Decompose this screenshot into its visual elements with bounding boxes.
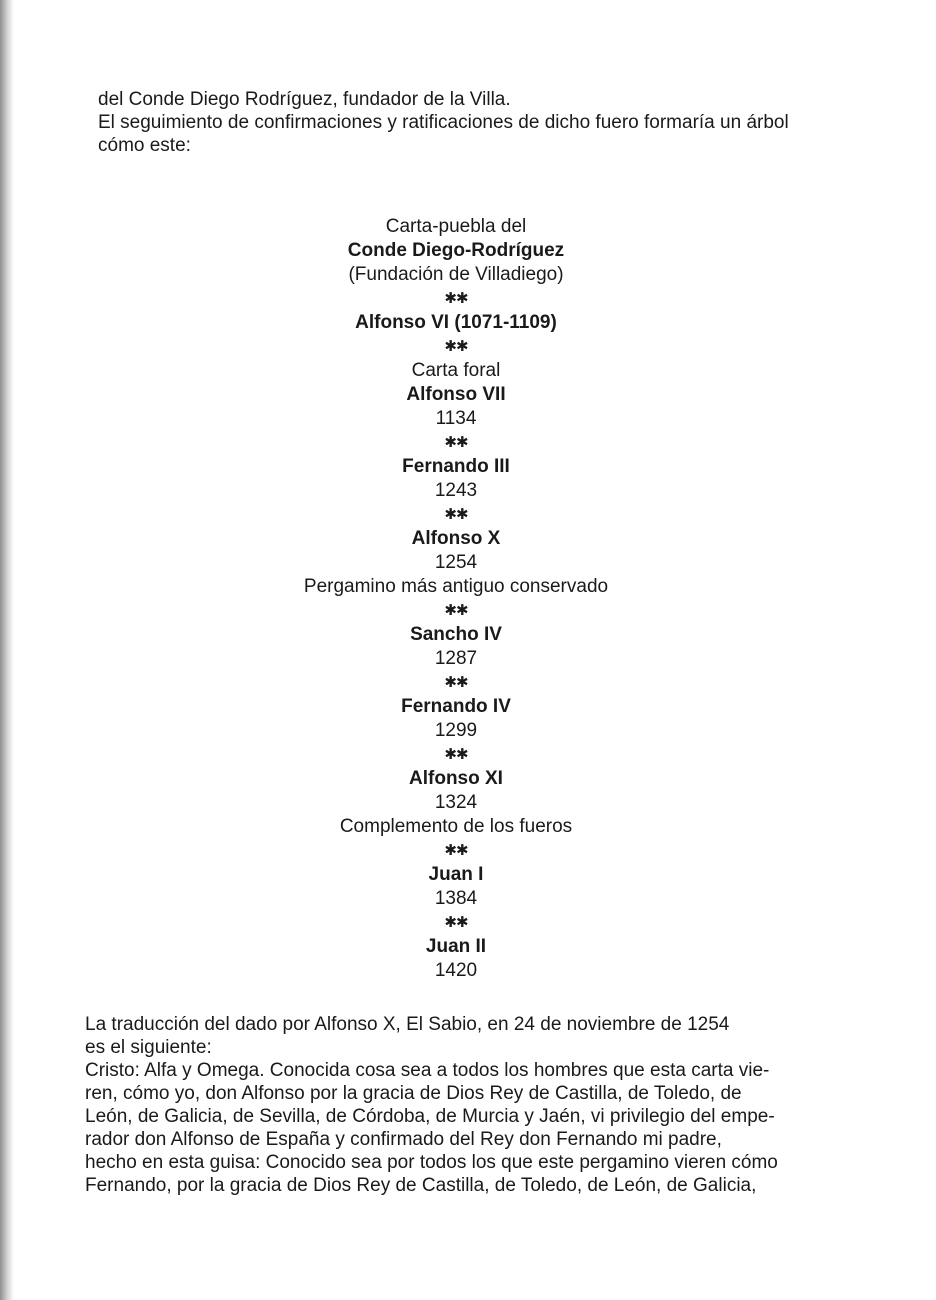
translation-paragraph bbox=[85, 1013, 805, 1197]
tree-separator: ✱✱ bbox=[444, 338, 468, 355]
tree-entry: 1134 bbox=[435, 408, 477, 429]
tree-monarch: Alfonso VII bbox=[406, 384, 506, 405]
tree-entry: 1420 bbox=[434, 960, 478, 981]
translation-line: León, de Galicia, de Sevilla, de Córdoba, de Murcia y Jaén, vi privilegio del empe- bbox=[85, 1106, 775, 1127]
tree-monarch: Alfonso XI bbox=[409, 768, 503, 789]
tree-monarch: Juan I bbox=[428, 864, 484, 885]
tree-entry: 1324 bbox=[434, 792, 478, 813]
tree-entry: 1299 bbox=[434, 720, 478, 741]
tree-entry: Carta foral bbox=[411, 360, 501, 381]
translation-line: es el siguiente: bbox=[85, 1037, 212, 1058]
tree-monarch: Fernando III bbox=[402, 456, 510, 477]
confirmation-tree bbox=[150, 215, 762, 983]
tree-entry: 1287 bbox=[434, 648, 478, 669]
translation-line: Cristo: Alfa y Omega. Conocida cosa sea a todos los hombres que esta carta vie- bbox=[85, 1060, 770, 1081]
tree-monarch: Alfonso X bbox=[411, 528, 501, 549]
tree-entry: 1254 bbox=[434, 552, 478, 573]
tree-monarch: Conde Diego-Rodríguez bbox=[347, 240, 565, 261]
tree-entry: 1243 bbox=[434, 480, 478, 501]
intro-line: El seguimiento de confirmaciones y ratificaciones de dicho fuero formaría un árbol bbox=[98, 112, 789, 133]
intro-line: cómo este: bbox=[98, 135, 191, 156]
tree-separator: ✱✱ bbox=[444, 746, 468, 763]
tree-entry: Complemento de los fueros bbox=[339, 816, 573, 837]
page-binding-shadow bbox=[0, 0, 14, 1300]
tree-separator: ✱✱ bbox=[444, 290, 468, 307]
translation-line: hecho en esta guisa: Conocido sea por todos los que este pergamino vieren cómo bbox=[85, 1152, 778, 1173]
translation-line: rador don Alfonso de España y confirmado del Rey don Fernando mi padre, bbox=[85, 1129, 722, 1150]
tree-monarch: Juan II bbox=[425, 936, 487, 957]
tree-monarch: Sancho IV bbox=[410, 624, 502, 645]
tree-entry: 1384 bbox=[434, 888, 478, 909]
tree-entry: Carta-puebla del bbox=[385, 216, 527, 237]
intro-line: del Conde Diego Rodríguez, fundador de la Villa. bbox=[98, 89, 511, 110]
tree-monarch: Fernando IV bbox=[401, 696, 511, 717]
translation-line: Fernando, por la gracia de Dios Rey de Castilla, de Toledo, de León, de Galicia, bbox=[85, 1175, 757, 1196]
intro-paragraph bbox=[98, 88, 838, 157]
tree-separator: ✱✱ bbox=[444, 842, 468, 859]
tree-entry: Pergamino más antiguo conservado bbox=[303, 576, 609, 597]
translation-line: La traducción del dado por Alfonso X, El Sabio, en 24 de noviembre de 1254 bbox=[85, 1014, 730, 1035]
tree-separator: ✱✱ bbox=[444, 914, 468, 931]
tree-separator: ✱✱ bbox=[444, 602, 468, 619]
translation-line: ren, cómo yo, don Alfonso por la gracia de Dios Rey de Castilla, de Toledo, de bbox=[85, 1083, 742, 1104]
tree-separator: ✱✱ bbox=[444, 434, 468, 451]
tree-monarch: Alfonso VI (1071-1109) bbox=[355, 312, 557, 333]
tree-separator: ✱✱ bbox=[444, 506, 468, 523]
tree-entry: (Fundación de Villadiego) bbox=[348, 264, 564, 285]
tree-separator: ✱✱ bbox=[444, 674, 468, 691]
